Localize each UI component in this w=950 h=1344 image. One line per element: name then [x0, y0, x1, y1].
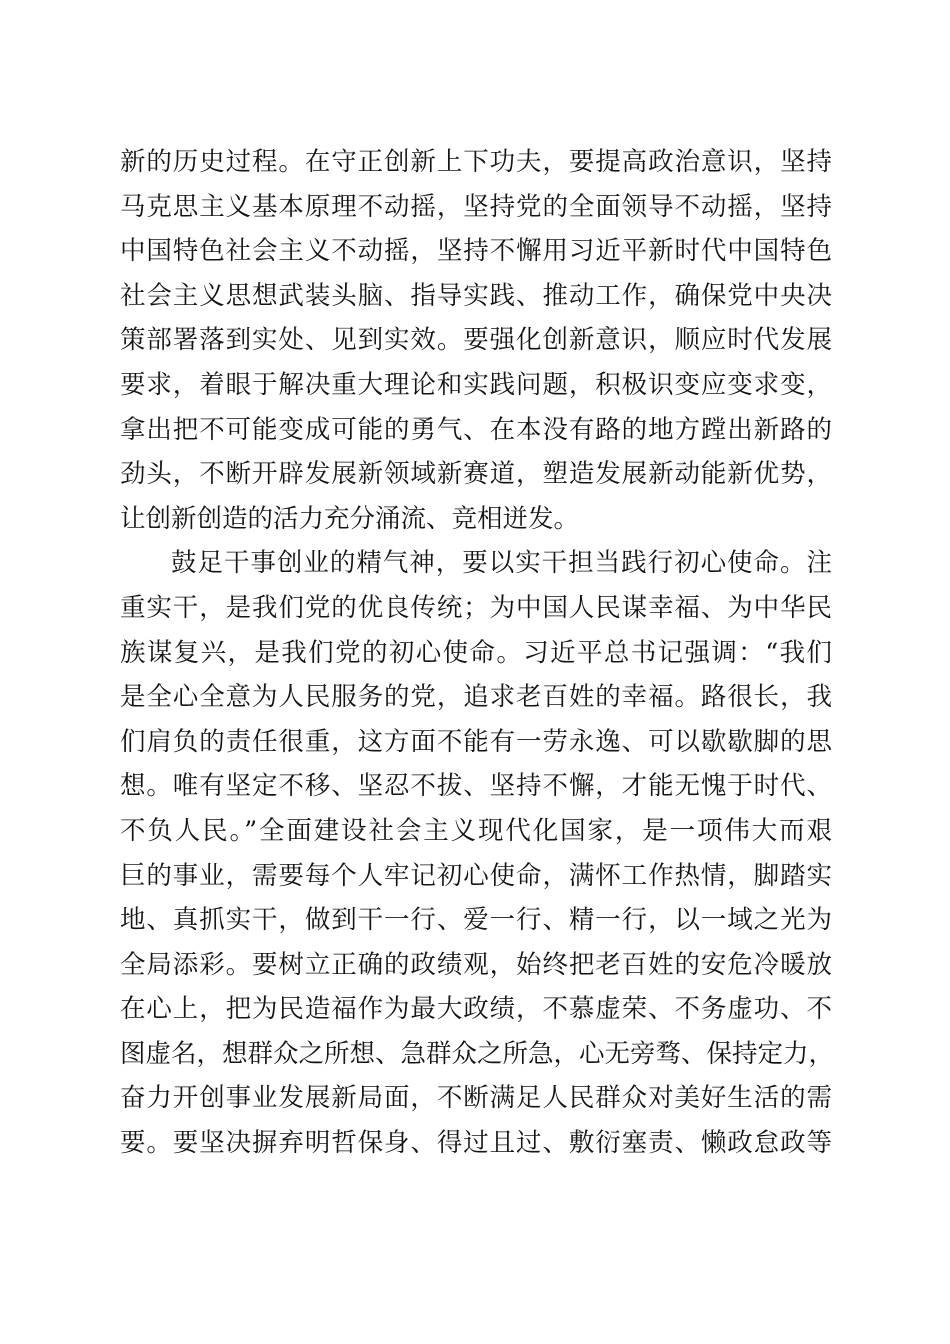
paragraph-first-line: 鼓足干事创业的精气神，要以实干担当践行初心使命。注	[171, 548, 832, 579]
text-line: 是全心全意为人民服务的党，追求老百姓的幸福。路很长，我	[120, 682, 832, 713]
text-line: 马克思主义基本原理不动摇，坚持党的全面领导不动摇，坚持	[120, 191, 832, 222]
text-line: 们肩负的责任很重，这方面不能有一劳永逸、可以歇歇脚的思	[120, 726, 832, 757]
text-line: 劲头，不断开辟发展新领域新赛道，塑造发展新动能新优势，	[120, 459, 832, 490]
text-line: 要求，着眼于解决重大理论和实践问题，积极识变应变求变，	[120, 369, 832, 400]
text-line: 社会主义思想武装头脑、指导实践、推动工作，确保党中央决	[120, 280, 832, 311]
text-line: 图虚名，想群众之所想、急群众之所急，心无旁骛、保持定力，	[120, 1038, 835, 1069]
document-body	[120, 140, 835, 1166]
text-line: 要。要坚决摒弃明哲保身、得过且过、敷衍塞责、懒政怠政等	[120, 1128, 832, 1159]
text-line: 中国特色社会主义不动摇，坚持不懈用习近平新时代中国特色	[120, 236, 832, 267]
text-line: 地、真抓实干，做到干一行、爱一行、精一行，以一域之光为	[120, 905, 832, 936]
text-line: 巨的事业，需要每个人牢记初心使命，满怀工作热情，脚踏实	[120, 860, 832, 891]
text-line: 不负人民。”全面建设社会主义现代化国家，是一项伟大而艰	[120, 815, 832, 846]
text-line: 全局添彩。要树立正确的政绩观，始终把老百姓的安危冷暖放	[120, 949, 832, 980]
text-line: 族谋复兴，是我们党的初心使命。习近平总书记强调：“我们	[120, 637, 832, 668]
text-line: 在心上，把为民造福作为最大政绩，不慕虚荣、不务虚功、不	[120, 994, 832, 1025]
text-line: 拿出把不可能变成可能的勇气、在本没有路的地方蹚出新路的	[120, 414, 832, 445]
text-line: 重实干，是我们党的优良传统；为中国人民谋幸福、为中华民	[120, 592, 832, 623]
text-line: 奋力开创事业发展新局面，不断满足人民群众对美好生活的需	[120, 1083, 832, 1114]
text-line: 想。唯有坚定不移、坚忍不拔、坚持不懈，才能无愧于时代、	[120, 771, 832, 802]
text-line: 新的历史过程。在守正创新上下功夫，要提高政治意识，坚持	[120, 147, 832, 177]
text-line: 让创新创造的活力充分涌流、竞相迸发。	[120, 503, 580, 534]
text-line: 策部署落到实处、见到实效。要强化创新意识，顺应时代发展	[120, 325, 832, 356]
